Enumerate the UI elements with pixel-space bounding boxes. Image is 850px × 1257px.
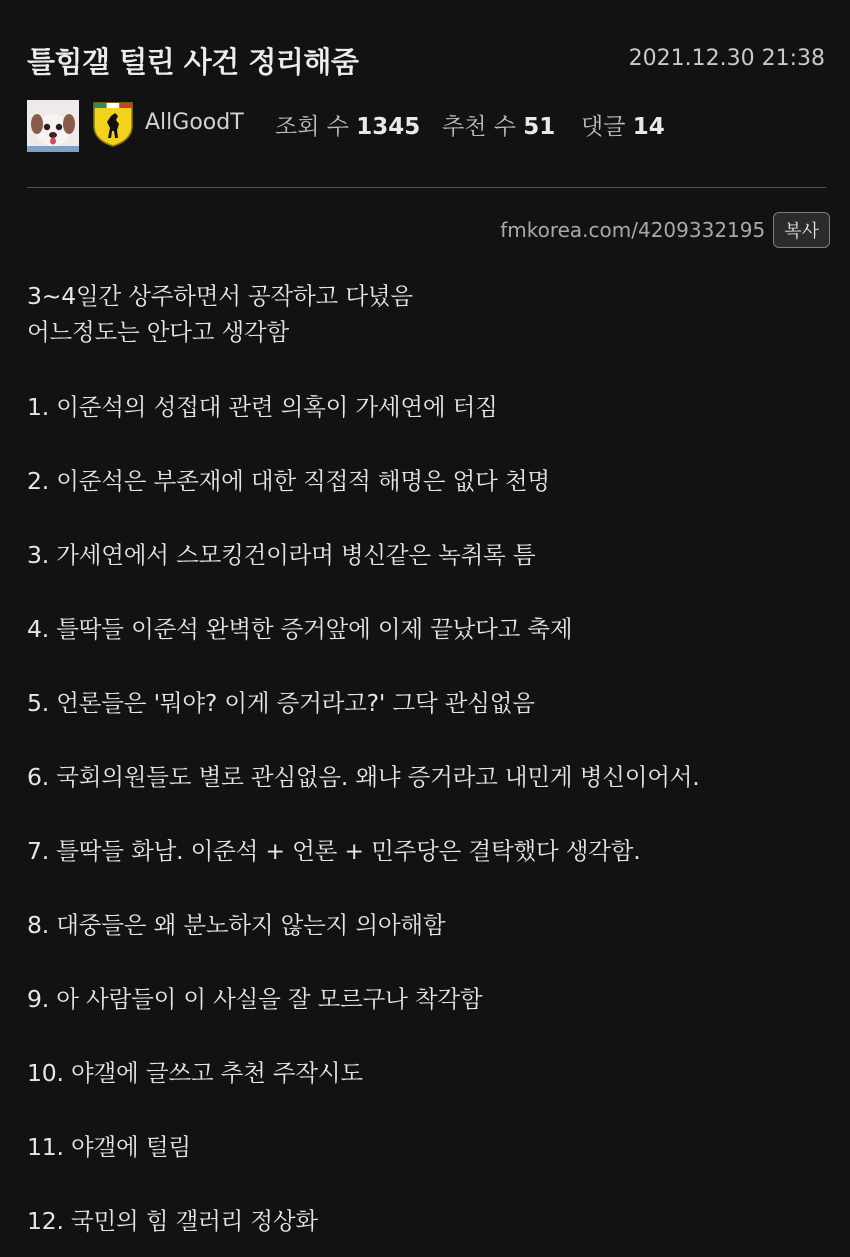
post-date: 2021.12.30 21:38 xyxy=(628,46,825,71)
list-item: 2. 이준석은 부존재에 대한 직접적 해명은 없다 천명 xyxy=(27,467,550,495)
list-item: 6. 국회의원들도 별로 관심없음. 왜냐 증거라고 내민게 병신이어서. xyxy=(27,763,700,791)
views-stat xyxy=(275,108,420,141)
recommend-count: 51 xyxy=(523,114,556,140)
list-item: 11. 야갤에 털림 xyxy=(27,1133,191,1161)
list-item: 5. 언론들은 '뭐야? 이게 증거라고?' 그닥 관심없음 xyxy=(27,689,535,717)
comments-label: 댓글 xyxy=(581,114,626,140)
header-divider xyxy=(27,187,826,188)
views-label: 조회 수 xyxy=(275,114,349,140)
intro-line: 3~4일간 상주하면서 공작하고 다녔음 xyxy=(27,282,413,310)
ferrari-shield-badge-icon xyxy=(91,100,135,148)
comments-count: 14 xyxy=(632,114,665,140)
list-item: 4. 틀딱들 이준석 완벽한 증거앞에 이제 끝났다고 축제 xyxy=(27,615,573,643)
recommend-stat xyxy=(442,108,555,141)
intro-line: 어느정도는 안다고 생각함 xyxy=(27,318,290,346)
list-item: 7. 틀딱들 화남. 이준석 + 언론 + 민주당은 결탁했다 생각함. xyxy=(27,837,641,865)
post-title: 틀힘갤 털린 사건 정리해줌 xyxy=(27,45,359,79)
dog-avatar-icon[interactable] xyxy=(27,100,79,152)
list-item: 1. 이준석의 성접대 관련 의혹이 가세연에 터짐 xyxy=(27,393,498,421)
post-meta xyxy=(27,96,827,154)
list-item: 10. 야갤에 글쓰고 추천 주작시도 xyxy=(27,1059,363,1087)
recommend-label: 추천 수 xyxy=(442,114,516,140)
list-item: 9. 아 사람들이 이 사실을 잘 모르구나 착각함 xyxy=(27,985,483,1013)
list-item: 12. 국민의 힘 갤러리 정상화 xyxy=(27,1207,318,1235)
list-item: 3. 가세연에서 스모킹건이라며 병신같은 녹취록 틈 xyxy=(27,541,536,569)
comments-stat[interactable] xyxy=(581,108,665,141)
list-item: 8. 대중들은 왜 분노하지 않는지 의아해함 xyxy=(27,911,446,939)
views-count: 1345 xyxy=(356,114,421,140)
post-url[interactable]: fmkorea.com/4209332195 xyxy=(500,218,766,242)
copy-url-button[interactable]: 복사 xyxy=(773,212,830,248)
author-name[interactable]: AllGoodT xyxy=(145,110,244,135)
post-url-row xyxy=(500,210,830,250)
